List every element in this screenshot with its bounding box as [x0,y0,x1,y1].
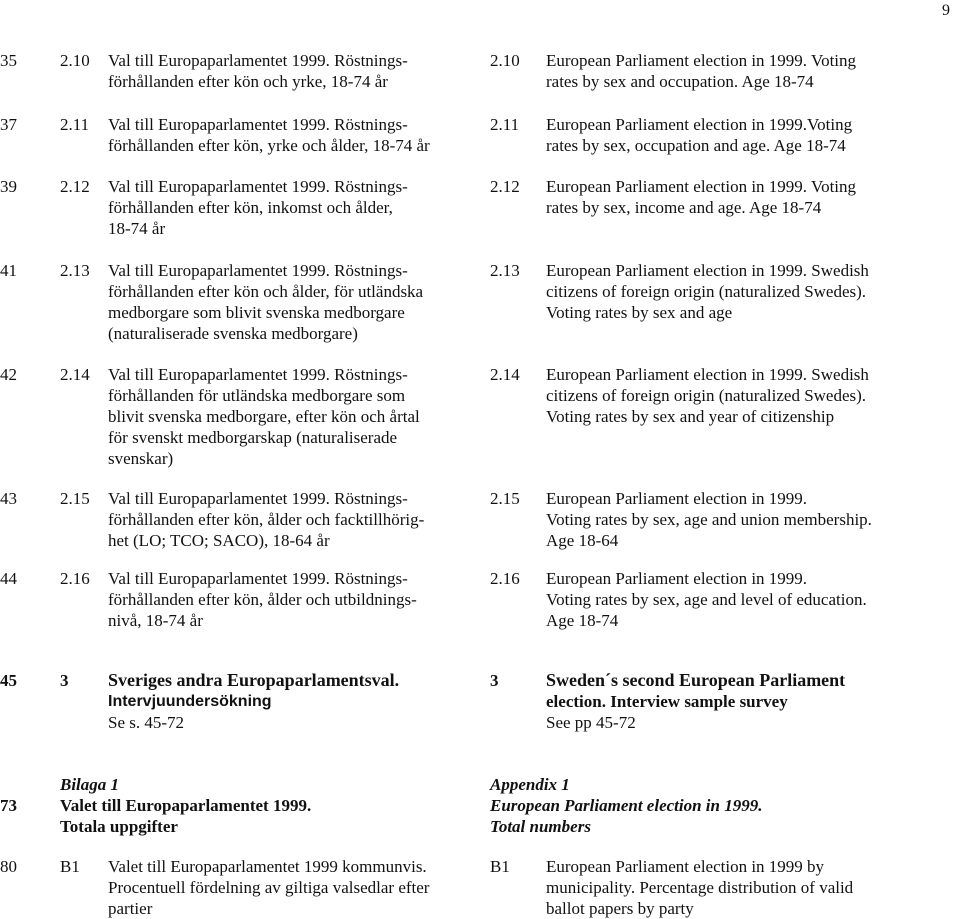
sv-table-number: 2.13 [60,261,90,280]
en-title [546,488,946,551]
sv-chapter-number: 3 [60,671,69,690]
en-appendix [490,774,950,837]
sv-title-line: nivå, 18-74 år [108,611,203,630]
sv-table-number: 2.12 [60,177,90,196]
sv-title-line: svenskar) [108,449,174,468]
en-chapter-ref: See pp 45-72 [546,713,636,732]
sv-title-line: Val till Europaparlamentet 1999. Röstnings- [108,569,408,588]
sv-appendix-title-line: Valet till Europaparlamentet 1999. [60,796,312,815]
en-title-line: European Parliament election in 1999. [546,489,808,508]
sv-title [108,114,480,156]
en-title-line: Age 18-74 [546,611,619,630]
sv-table-number: 2.14 [60,365,90,384]
entry-page: 43 [0,489,17,508]
en-title-line: Voting rates by sex, age and union membership. [546,510,872,529]
en-title [546,114,946,156]
sv-title-line: förhållanden efter kön och ålder, för utländska [108,282,424,301]
sv-title-line: förhållanden efter kön, ålder och facktillhörig- [108,510,425,529]
sv-title-line: blivit svenska medborgare, efter kön och årtal [108,407,420,426]
en-title [546,260,946,323]
en-table-number: 2.14 [490,365,520,384]
en-title [546,856,946,919]
en-chapter-title-line: Sweden´s second European Parliament [546,670,846,690]
sv-title-line: Val till Europaparlamentet 1999. Röstnings- [108,489,408,508]
sv-title-line: partier [108,899,153,918]
en-title-line: citizens of foreign origin (naturalized Swedes). [546,386,867,405]
en-title-line: rates by sex, occupation and age. Age 18-74 [546,136,846,155]
en-title-line: Voting rates by sex and age [546,303,733,322]
sv-table-number: B1 [60,857,80,876]
sv-title [108,364,480,469]
page-number: 9 [942,2,950,19]
en-title-line: citizens of foreign origin (naturalized Swedes). [546,282,867,301]
sv-title-line: (naturaliserade svenska medborgare) [108,324,358,343]
sv-table-number: 2.10 [60,51,90,70]
sv-title-line: Val till Europaparlamentet 1999. Röstnings- [108,261,408,280]
sv-title-line: förhållanden för utländska medborgare som [108,386,406,405]
sv-appendix-label: Bilaga 1 [60,775,120,794]
en-table-number: B1 [490,857,510,876]
sv-title [108,856,480,919]
entry-page: 39 [0,177,17,196]
sv-table-number: 2.16 [60,569,90,588]
sv-title-line: för svenskt medborgarskap (naturaliserade [108,428,398,447]
en-title [546,364,946,427]
en-table-number: 2.13 [490,261,520,280]
sv-title-line: förhållanden efter kön, ålder och utbildnings- [108,590,417,609]
en-title-line: European Parliament election in 1999. Swedish [546,365,869,384]
sv-title-line: Valet till Europaparlamentet 1999 kommunvis. [108,857,427,876]
en-title-line: European Parliament election in 1999. Swedish [546,261,869,280]
entry-page: 41 [0,261,17,280]
sv-title-line: förhållanden efter kön och yrke, 18-74 år [108,72,388,91]
en-table-number: 2.10 [490,51,520,70]
en-title [546,50,946,92]
en-appendix-label: Appendix 1 [490,775,570,794]
sv-title-line: medborgare som blivit svenska medborgare [108,303,405,322]
en-title-line: ballot papers by party [546,899,694,918]
sv-chapter-title-line: Sveriges andra Europaparlamentsval. [108,670,400,690]
sv-chapter-subtitle: Intervjuundersökning [108,693,272,710]
entry-page: 44 [0,569,17,588]
en-title-line: European Parliament election in 1999. [546,569,808,588]
en-title-line: municipality. Percentage distribution of valid [546,878,854,897]
en-title-line: European Parliament election in 1999.Voting [546,115,853,134]
sv-title-line: Val till Europaparlamentet 1999. Röstnings- [108,177,408,196]
chapter-page: 45 [0,671,17,690]
en-table-number: 2.15 [490,489,520,508]
sv-chapter-ref: Se s. 45-72 [108,713,185,732]
sv-title-line: förhållanden efter kön, inkomst och ålder, [108,198,393,217]
en-title [546,568,946,631]
en-title-line: Age 18-64 [546,531,619,550]
sv-title-line: förhållanden efter kön, yrke och ålder, 18-74 år [108,136,430,155]
en-title-line: rates by sex, income and age. Age 18-74 [546,198,822,217]
sv-title [108,50,480,92]
sv-title-line: Val till Europaparlamentet 1999. Röstnings- [108,365,408,384]
sv-title [108,176,480,239]
en-chapter-title-line: election. Interview sample survey [546,692,788,711]
entry-page: 42 [0,365,17,384]
en-appendix-title-line: European Parliament election in 1999. [490,796,763,815]
en-title-line: Voting rates by sex, age and level of education. [546,590,867,609]
sv-title-line: 18-74 år [108,219,166,238]
en-table-number: 2.11 [490,115,520,134]
sv-title [108,488,480,551]
entry-page: 35 [0,51,17,70]
appendix-page: 73 [0,796,17,815]
sv-table-number: 2.11 [60,115,90,134]
entry-page: 80 [0,857,17,876]
sv-appendix [60,774,432,837]
sv-title [108,260,480,344]
sv-table-number: 2.15 [60,489,90,508]
sv-title-line: Val till Europaparlamentet 1999. Röstnings- [108,115,408,134]
en-appendix-title-line: Total numbers [490,817,591,836]
sv-title-line: Procentuell fördelning av giltiga valsedlar efter [108,878,430,897]
en-title-line: European Parliament election in 1999. Voting [546,51,857,70]
en-title [546,176,946,218]
en-title-line: rates by sex and occupation. Age 18-74 [546,72,814,91]
sv-title [108,568,480,631]
sv-title-line: Val till Europaparlamentet 1999. Röstnings- [108,51,408,70]
entry-page: 37 [0,115,17,134]
sv-title-line: het (LO; TCO; SACO), 18-64 år [108,531,330,550]
en-chapter-number: 3 [490,671,499,690]
en-chapter-title [546,670,946,733]
sv-chapter-title [108,670,480,733]
en-title-line: Voting rates by sex and year of citizenship [546,407,835,426]
en-table-number: 2.16 [490,569,520,588]
en-table-number: 2.12 [490,177,520,196]
sv-appendix-title-line: Totala uppgifter [60,817,178,836]
en-title-line: European Parliament election in 1999 by [546,857,825,876]
en-title-line: European Parliament election in 1999. Voting [546,177,857,196]
